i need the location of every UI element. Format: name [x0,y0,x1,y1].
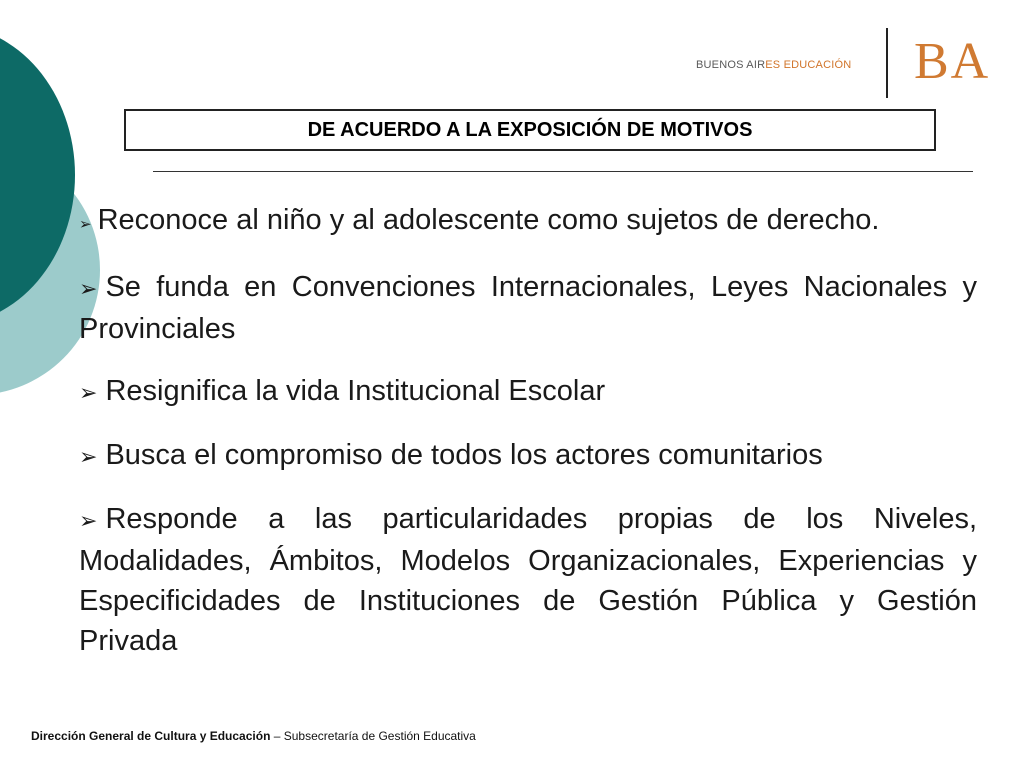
logo-wordmark: BUENOS AIRES EDUCACIÓN [696,59,852,71]
logo [696,28,996,100]
arrow-bullet-icon: ➢ [79,444,98,469]
title-divider [153,171,973,172]
arrow-bullet-icon: ➢ [79,276,98,301]
arrow-bullet-icon: ➢ [79,380,98,405]
footer-dept: – Subsecretaría de Gestión Educativa [270,729,476,743]
logo-mark: BA [914,33,991,90]
arrow-bullet-icon: ➢ [79,508,98,533]
logo-divider [886,28,888,98]
list-item: ➢ Se funda en Convenciones Internacionales, Leyes Nacionales y Provinciales [79,271,977,345]
title-box [124,109,936,151]
list-item: ➢ Busca el compromiso de todos los actores comunitarios [79,439,823,471]
arrow-bullet-icon: ➢ [79,216,92,233]
bullet-list [79,200,977,683]
list-item: ➢ Reconoce al niño y al adolescente como sujetos de derecho. [79,204,880,236]
slide-title: DE ACUERDO A LA EXPOSICIÓN DE MOTIVOS [307,118,753,141]
list-item: ➢ Resignifica la vida Institucional Escolar [79,375,606,407]
list-item: ➢ Responde a las particularidades propias de los Niveles, Modalidades, Ámbitos, Modelos Organizacionales, Experiencias y Especificidades de Instituciones de Gestión Pública y Gestión Privada [79,503,977,657]
footer-org: Dirección General de Cultura y Educación [31,729,271,743]
footer [31,729,476,743]
